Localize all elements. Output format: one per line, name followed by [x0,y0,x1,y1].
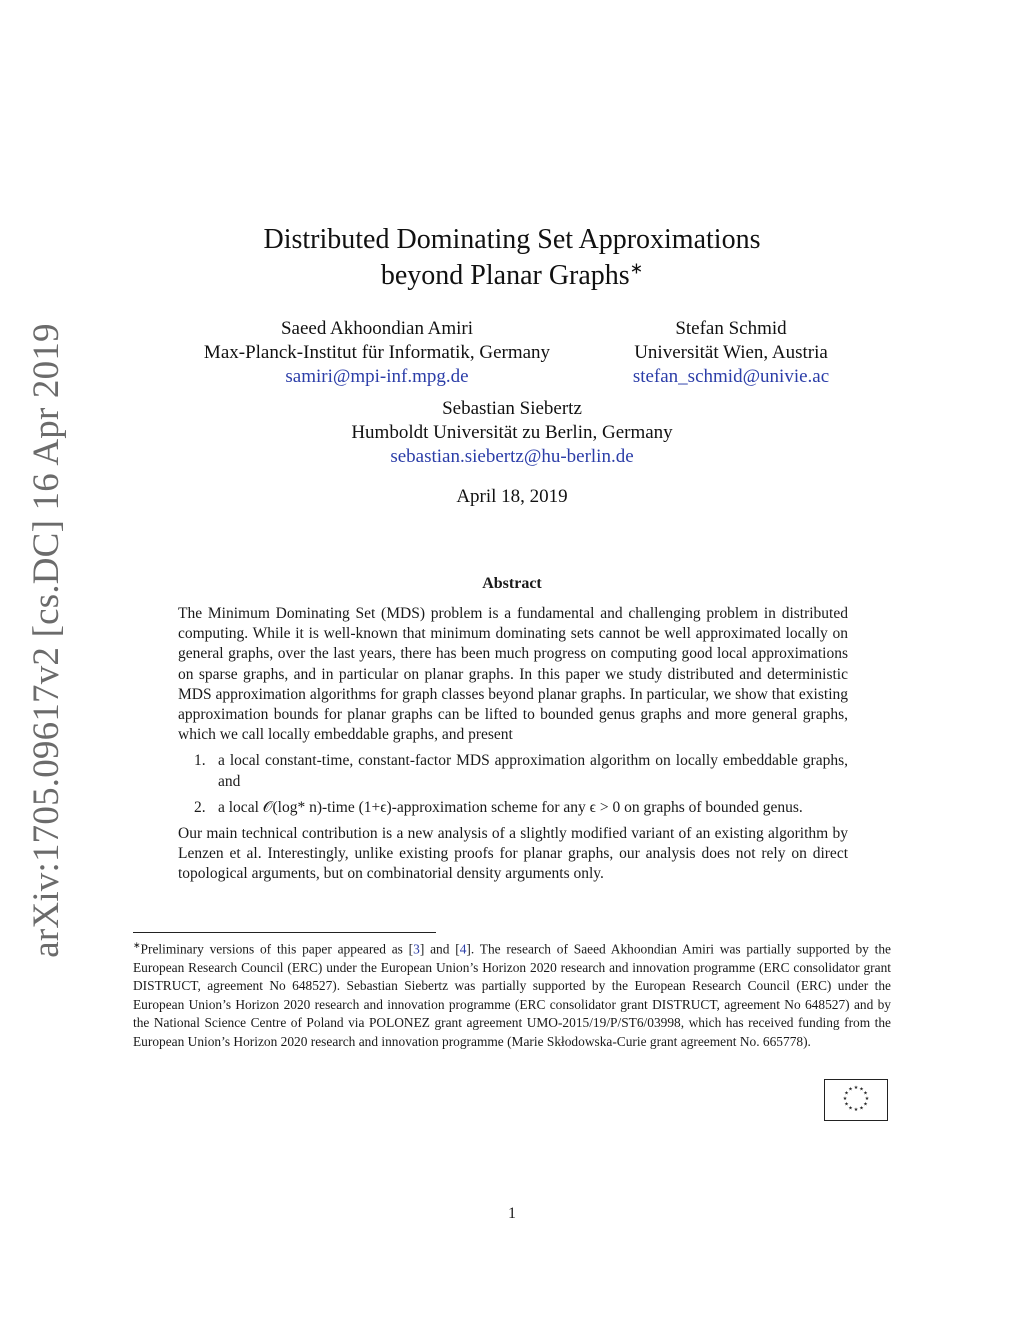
citation-link-3[interactable]: 3 [413,941,420,957]
author-name: Sebastian Siebertz [442,398,582,419]
title-line-2: beyond Planar Graphs [380,260,630,291]
list-item [178,751,848,791]
author-name: Saeed Akhoondian Amiri [280,318,474,339]
footnote-text-3: ]. The research of Saeed Akhoondian Amiri was partially supported by the European Research Council (ERC) under the European Union’s Horizon 2020 research and innovation programme (ERC consolidator grant DISTRUCT, agreement No 648527). Sebastian Siebertz was partially supported by the European Research Council (ERC) under the European Union’s Horizon 2020 research and innovation programme (ERC consolidator grant DISTRUCT, agreement No 648527) and by the National Science Centre of Poland via POLONEZ grant agreement UMO-2015/19/P/ST6/03998, which has received funding from the European Union’s Horizon 2020 research and innovation programme (Marie Skłodowska-Curie grant agreement No. 665778). [133,941,891,1049]
abstract-body [178,604,848,885]
footnote-divider [133,932,436,933]
abstract-contribution-list [178,751,848,818]
author-email-link[interactable]: samiri@mpi-inf.mpg.de [285,366,469,387]
list-item-text: a local 𝒪(log* n)-time (1+ϵ)-approximation scheme for any ϵ > 0 on graphs of bounded genus. [218,798,803,816]
author-affiliation: Universität Wien, Austria [634,342,828,363]
author-affiliation: Humboldt Universität zu Berlin, Germany [351,422,673,443]
list-item-text: a local constant-time, constant-factor MDS approximation algorithm on locally embeddable graphs, and [218,752,848,790]
footnote-text-2: ] and [ [419,941,460,957]
publication-date: April 18, 2019 [456,486,568,507]
author-name: Stefan Schmid [675,318,787,339]
footnote-text-1: Preliminary versions of this paper appeared as [ [140,941,414,957]
eu-stars-icon [825,1080,887,1120]
list-item [178,798,848,818]
footnote [133,936,891,1051]
title-footnote-marker[interactable]: ∗ [629,260,644,278]
author-email-link[interactable]: sebastian.siebertz@hu-berlin.de [390,446,634,467]
list-item-number: 2. [194,798,206,816]
title-line-1: Distributed Dominating Set Approximations [263,224,761,255]
svg-text:★: ★ [853,1107,859,1113]
abstract-closing: Our main technical contribution is a new analysis of a slightly modified variant of an existing algorithm by Lenzen et al. Interestingly, unlike existing proofs for planar graphs, our analysis does not rely on direct topological arguments, but on combinatorial density arguments only. [178,825,848,883]
svg-text:★: ★ [859,1086,864,1093]
svg-text:★: ★ [848,1105,853,1112]
paper-title [150,222,874,294]
svg-text:★: ★ [848,1086,853,1093]
author-affiliation: Max-Planck-Institut für Informatik, Germany [203,342,551,363]
svg-text:★: ★ [844,1101,849,1108]
svg-text:★: ★ [863,1101,868,1108]
eu-flag-icon [824,1079,888,1121]
svg-text:★: ★ [864,1096,870,1102]
svg-text:★: ★ [842,1096,848,1102]
abstract-intro: The Minimum Dominating Set (MDS) problem is a fundamental and challenging problem in distributed computing. While it is well-known that minimum dominating sets cannot be well approximated locally on general graphs, over the last years, there has been much progress on computing good local approximations on sparse graphs, and in particular on planar graphs. In this paper we study distributed and deterministic MDS approximation algorithms for graph classes beyond planar graphs. In particular, we show that existing approximation bounds for planar graphs can be lifted to bounded genus graphs and more general graphs, which we call locally embeddable graphs, and present [178,605,848,744]
author-3 [262,397,762,469]
author-email-link[interactable]: stefan_schmid@univie.ac [632,366,830,387]
citation-link-4[interactable]: 4 [459,941,467,957]
footnote-marker: ∗ [133,940,141,950]
list-item-number: 1. [194,752,206,770]
author-1 [170,317,584,389]
page-number: 1 [508,1205,516,1222]
svg-text:★: ★ [859,1105,864,1112]
svg-text:★: ★ [853,1085,859,1091]
arxiv-stamp-text: arXiv:1705.09617v2 [cs.DC] 16 Apr 2019 [25,322,67,958]
arxiv-stamp [18,322,74,958]
svg-text:★: ★ [844,1090,849,1097]
author-2 [600,317,862,389]
svg-text:★: ★ [863,1090,868,1097]
abstract-heading: Abstract [482,575,542,592]
